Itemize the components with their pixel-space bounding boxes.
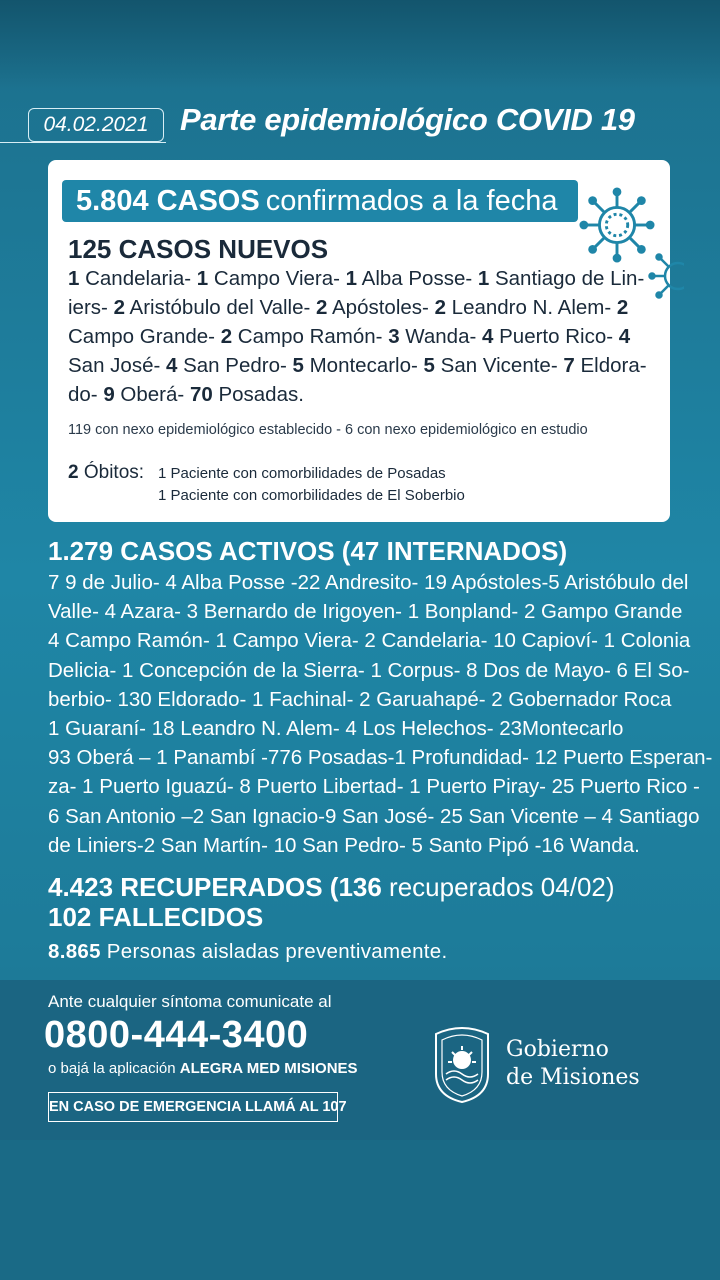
case-count: 2 [616,296,629,319]
case-count: 1 [477,267,490,290]
active-cases-line: Delicia- 1 Concepción de la Sierra- 1 Corpus- 8 Dos de Mayo- 6 El So- [48,658,690,682]
new-cases-title: 125 CASOS NUEVOS [68,234,329,264]
deaths-count: 2 [68,462,79,483]
locality-name: Apóstoles- [327,296,435,319]
case-count: 2 [220,325,233,348]
recovered-count: 4.423 [48,872,114,902]
case-count: 4 [482,325,494,348]
new-cases-line [68,322,664,351]
confirmed-banner [62,180,578,222]
emergency-box: EN CASO DE EMERGENCIA LLAMÁ AL 107 [48,1092,338,1122]
locality-name: do- [68,383,104,406]
locality-name: Alba Posse- [357,267,478,290]
case-count: 1 [68,267,80,290]
locality-name: San Pedro- [177,354,293,377]
locality-name: Oberá- [114,383,190,406]
government-line2: de Misiones [506,1065,640,1090]
case-count: 4 [166,354,178,377]
case-count: 1 [196,267,209,290]
summary-card [48,160,670,522]
locality-name: Santiago de Lin- [489,267,645,290]
active-cases-line: berbio- 130 Eldorado- 1 Fachinal- 2 Garuahapé- 2 Gobernador Roca [48,687,672,711]
death-item: 1 Paciente con comorbilidades de Posadas [158,465,446,482]
active-cases-title: 1.279 CASOS ACTIVOS (47 INTERNADOS) [48,536,568,566]
locality-name: Montecarlo- [303,354,424,377]
active-cases-line: 4 Campo Ramón- 1 Campo Viera- 2 Candelaria- 10 Capioví- 1 Colonia [48,629,691,653]
locality-name: iers- [68,296,114,319]
active-cases-line: za- 1 Puerto Iguazú- 8 Puerto Libertad- 1 Puerto Piray- 25 Puerto Rico - [48,775,700,799]
locality-name: Aristóbulo del Valle- [124,296,317,319]
case-count: 2 [113,296,125,319]
page-title: Parte epidemiológico COVID 19 [180,102,635,137]
case-count: 3 [388,325,400,348]
locality-name: Candelaria- [79,267,197,290]
case-count: 1 [345,267,358,290]
government-line1: Gobierno [506,1037,609,1062]
deaths-label [68,462,144,484]
locality-name: Campo Grande- [68,325,221,348]
isolated-count: 8.865 [48,940,101,963]
case-count: 9 [103,383,115,406]
active-cases-line: 6 San Antonio –2 San Ignacio-9 San José- 25 San Vicente – 4 Santiago [48,804,700,828]
case-count: 70 [189,383,213,406]
recovered-label: RECUPERADOS ( [113,872,339,902]
case-count: 4 [618,325,631,348]
new-cases-list [68,264,664,409]
deaths-word: Óbitos: [83,462,145,483]
isolated-label: Personas aisladas preventivamente. [100,940,448,963]
case-count: 5 [423,354,435,377]
new-cases-line [68,293,664,322]
locality-name: Eldora- [574,354,647,377]
recovered-today: 136 [338,872,382,902]
nexo-text: 119 con nexo epidemiológico establecido - 6 con nexo epidemiológico en estudio [68,422,588,438]
locality-name: Puerto Rico- [493,325,619,348]
case-count: 7 [563,354,575,377]
active-cases-list [48,568,713,860]
report-date: 04.02.2021 [28,108,164,142]
locality-name: Wanda- [399,325,483,348]
bottom-band [0,1140,720,1280]
confirmed-count: 5.804 [76,185,149,217]
new-cases-line [68,380,664,409]
death-item: 1 Paciente con comorbilidades de El Soberbio [158,487,465,504]
case-count: 5 [292,354,304,377]
new-cases-line [68,351,664,380]
active-cases-line: 1 Guaraní- 18 Leandro N. Alem- 4 Los Helechos- 23Montecarlo [48,717,624,741]
hotline-number[interactable]: 0800-444-3400 [44,1014,309,1056]
case-count: 2 [434,296,446,319]
locality-name: Campo Viera- [208,267,346,290]
footer [0,980,720,1140]
active-cases-line: de Liniers-2 San Martín- 10 San Pedro- 5 Santo Pipó -16 Wanda. [48,833,640,857]
locality-name: San Vicente- [434,354,564,377]
recovered-line [48,872,615,903]
app-name[interactable]: ALEGRA MED MISIONES [179,1060,358,1077]
active-cases-line: Valle- 4 Azara- 3 Bernardo de Irigoyen- 1 Bonpland- 2 Gampo Grande [48,600,683,624]
app-line [48,1060,358,1077]
top-band [0,0,720,90]
recovered-today-label: recuperados 04/02) [381,872,615,902]
confirmed-casos-label: CASOS [156,185,260,217]
new-cases-line [68,264,664,293]
isolated-line [48,940,447,964]
locality-name: Posadas. [212,383,304,406]
locality-name: Leandro N. Alem- [445,296,617,319]
confirmed-text: confirmados a la fecha [265,185,558,217]
locality-name: San José- [68,354,166,377]
app-prefix: o bajá la aplicación [48,1060,180,1077]
case-count: 2 [316,296,328,319]
header [0,100,720,144]
locality-name: Campo Ramón- [232,325,389,348]
government-name [506,1036,640,1092]
province-seal-icon [430,1024,494,1104]
active-cases-line: 7 9 de Julio- 4 Alba Posse -22 Andresito- 19 Apóstoles-5 Aristóbulo del [48,571,689,594]
deaths-total: 102 FALLECIDOS [48,902,264,932]
active-cases-line: 93 Oberá – 1 Panambí -776 Posadas-1 Profundidad- 12 Puerto Esperan- [48,746,713,770]
footer-prompt: Ante cualquier síntoma comunicate al [48,992,332,1011]
